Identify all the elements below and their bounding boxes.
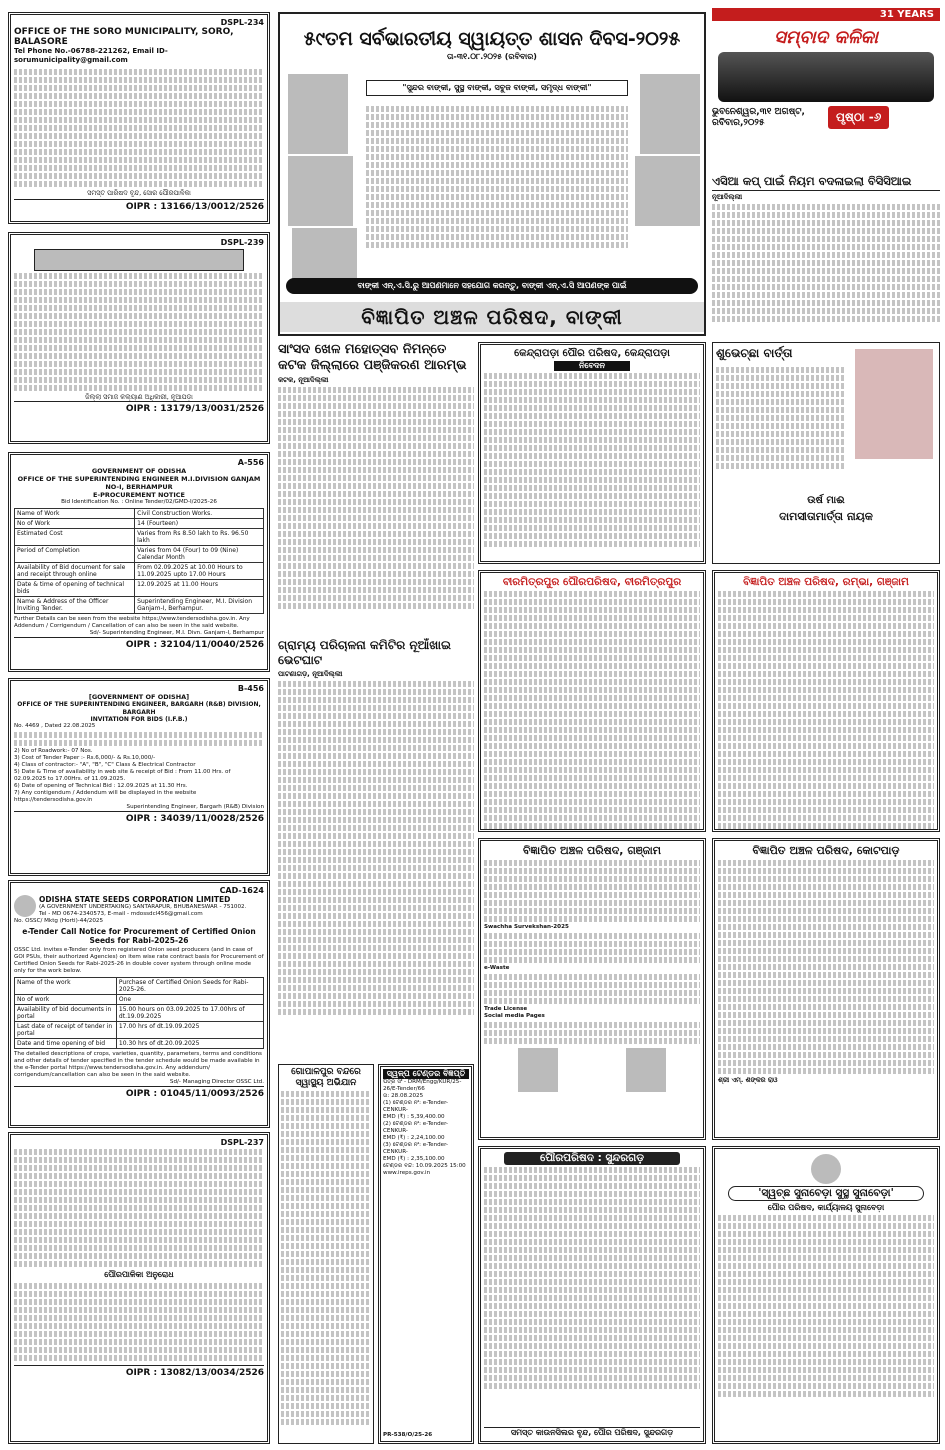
ad-tel: Tel - MD 0674-2340573, E-mail - mdossdcl456@gmail.com xyxy=(39,911,203,917)
masthead xyxy=(712,8,940,168)
ad-seal-header xyxy=(34,249,244,271)
ad-bargarh-rb-division xyxy=(8,678,270,876)
ad-sub: ପୌର ପରିଷଦ, କାର୍ଯ୍ୟାଳୟ ସୁନାବେଡ଼ା xyxy=(767,1203,885,1212)
news-headline: ସାଂସଦ ଖେଳ ମହୋତ୍ସବ ନିମନ୍ତେ କଟକ ଜିଲ୍ଲାରେ ପଞ୍ଜିକରଣ ଆରମ୍ଭ xyxy=(278,342,467,373)
table-value: 15.00 hours on 03.09.2025 to 17.00hrs of dt.19.09.2025 xyxy=(116,1005,263,1022)
ad-municipality-request xyxy=(8,1132,270,1444)
ad-sign: Sd/- Managing Director OSSC Ltd. xyxy=(169,1079,264,1085)
table-row xyxy=(15,563,264,580)
news-nuakhai-meet xyxy=(278,638,474,1058)
ad-title: ୫୯ତମ ସର୍ବଭାରତୀୟ ସ୍ୱାୟତ୍ତ ଶାସନ ଦିବସ-୨୦୨୫ xyxy=(303,28,681,50)
table-row xyxy=(15,509,264,519)
table-key: Name & Address of the Officer Inviting Tender. xyxy=(15,597,135,614)
photo-official-4 xyxy=(635,156,700,226)
ad-banner: ବାଙ୍କୀ ଏନ୍.ଏ.ସି.ରୁ ଆପଣମାନେ ସହଯୋଗ କରନ୍ତୁ, ବାଙ୍କୀ ଏନ୍.ଏ.ସି ଆପଣଙ୍କ ପାଇଁ xyxy=(286,278,698,294)
table-value: Superintending Engineer, M.I. Division Ganjam-I, Berhampur. xyxy=(135,597,264,614)
ad-sign: ସମସ୍ତ ପାରିଷଦ ବୃନ୍ଦ, ସୋର ପୌରପାଳିକା xyxy=(87,189,191,197)
tender-title: ସ୍ୱଳ୍ପ ଟେଣ୍ଡର ବିଜ୍ଞପ୍ତି xyxy=(383,1069,469,1079)
table-value: 14 (Fourteen) xyxy=(135,519,264,529)
news-headline: ଗ୍ରାମ୍ୟ ପରିଚାଳନା କମିଟିର ନୂଆଁଖାଇ ଭେଟଘାଟ xyxy=(278,638,451,667)
ad-banki-nac xyxy=(278,12,706,336)
ad-oipr: OIPR : 01045/11/0093/2526 xyxy=(14,1086,264,1099)
ad-items xyxy=(14,748,264,804)
ad-slogan: "ସୁନ୍ଦର ବାଙ୍କୀ, ସୁସ୍ଥ ବାଙ୍କୀ, ସବୁଜ ବାଙ୍କୀ, ସମୃଦ୍ଧ ବାଙ୍କୀ" xyxy=(402,83,592,92)
ad-tender-table xyxy=(14,977,264,1049)
years-strip: 31 YEARS xyxy=(712,8,940,21)
ad-title: କେନ୍ଦ୍ରାପଡ଼ା ପୌର ପରିଷଦ, କେନ୍ଦ୍ରାପଡ଼ା xyxy=(514,348,670,359)
ad-invite: INVITATION FOR BIDS (I.F.B.) xyxy=(90,716,188,723)
ad-ganjam-nac xyxy=(478,838,706,1140)
ad-footer: ବିଜ୍ଞାପିତ ଅଞ୍ଚଳ ପରିଷଦ, ବାଙ୍କୀ xyxy=(280,302,704,332)
ad-oipr: OIPR : 34039/11/0028/2526 xyxy=(14,811,264,824)
tender-code: PR-538/O/25-26 xyxy=(383,1432,433,1438)
ad-oipr: OIPR : 13166/13/0012/2526 xyxy=(14,199,264,212)
ad-title: ବିଜ୍ଞାପିତ ଅଞ୍ଚଳ ପରିଷଦ, ଗଞ୍ଜାମ xyxy=(523,844,661,857)
table-row xyxy=(15,995,264,1005)
table-value: 12.09.2025 at 11.00 Hours xyxy=(135,580,264,597)
ad-code: CAD-1624 xyxy=(219,886,264,895)
news-dateline: ପାଟଣାଗଡ଼, ନୂଆଦିଲ୍ଲୀ xyxy=(278,670,343,678)
list-item: ପତ୍ର ସଂ - DRM/Engg/KUR/25-26/E-Tender/66 xyxy=(383,1079,462,1092)
ad-title: e-Tender Call Notice for Procurement of Certified Onion Seeds for Rabi-2025-26 xyxy=(22,927,256,945)
list-item: 3) Cost of Tender Paper :- Rs.6,000/- & Rs.10,000/- xyxy=(14,755,156,761)
table-key: Name of Work xyxy=(15,509,135,519)
ad-nuapada-social-welfare xyxy=(8,232,270,444)
table-value: Varies from Rs 8.50 lakh to Rs. 96.50 lakh xyxy=(135,529,264,546)
ad-org: ODISHA STATE SEEDS CORPORATION LIMITED xyxy=(39,895,231,904)
table-row xyxy=(15,546,264,563)
list-item: 2) No of Roadwork:- 07 Nos. xyxy=(14,748,93,754)
table-row xyxy=(15,978,264,995)
ad-oipr: OIPR : 13179/13/0031/2526 xyxy=(14,401,264,414)
ad-oipr: OIPR : 32104/11/0040/2526 xyxy=(14,637,264,650)
ad-sign: ଶ୍ରୀ ଏମ୍. ଶଙ୍କର ରାଓ xyxy=(718,1076,778,1084)
tender-lines xyxy=(383,1079,469,1177)
ad-bid-id: Bid Identification No. : Online Tender/02/GMD-I/2025-26 xyxy=(61,499,217,505)
ad-soro-municipality xyxy=(8,12,270,224)
news-dateline: ନୂଆଦିଲ୍ଲୀ xyxy=(712,193,743,201)
ad-gov: [GOVERNMENT OF ODISHA] xyxy=(88,693,190,701)
ad-title: ପୌରପରିଷଦ : ସୁନ୍ଦରଗଡ଼ xyxy=(504,1152,680,1165)
table-value: 17.00 hrs of dt.19.09.2025 xyxy=(116,1022,263,1039)
ad-ref: No. OSSC/ Mktg (Horti)-44/2025 xyxy=(14,918,104,924)
photo-councillor xyxy=(855,349,933,459)
ad-sub: (A GOVERNMENT UNDERTAKING) SANTARAPUR, BHUBANESWAR - 751002. xyxy=(39,904,247,910)
table-row xyxy=(15,519,264,529)
ossc-logo-icon xyxy=(14,895,36,917)
list-item: (2) ଟେଣ୍ଡର ନଂ: e-Tender-CENKUR- xyxy=(383,1121,449,1134)
ad-sunabeda-municipal xyxy=(712,1146,940,1444)
table-row xyxy=(15,1022,264,1039)
list-item: 6) Date of opening of Technical Bid : 12.09.2025 at 11.30 Hrs. xyxy=(14,783,188,789)
photo-officer xyxy=(518,1048,558,1092)
table-key: Date & time of opening of technical bids xyxy=(15,580,135,597)
page-number: ପୃଷ୍ଠା -୬ xyxy=(828,106,889,129)
ad-kendrapara-municipal xyxy=(478,342,706,564)
photo-official-3 xyxy=(288,156,353,226)
table-key: No of work xyxy=(15,995,117,1005)
list-item: 7) Any contigendum / Addendum will be displayed in the website https://tendersodisha.gov.in xyxy=(14,790,197,803)
table-key: Availability of Bid document for sale and receipt through online xyxy=(15,563,135,580)
ad-office: OFFICE OF THE SUPERINTENDING ENGINEER M.I.DIVISION GANJAM NO-I, BERHAMPUR xyxy=(17,475,261,491)
table-key: Name of the work xyxy=(15,978,117,995)
ad-heading: ପୌରପାଳିକା ଅନୁରୋଧ xyxy=(104,1270,174,1279)
photo-chairperson xyxy=(626,1048,666,1092)
table-row xyxy=(15,580,264,597)
ad-greeting xyxy=(712,342,940,564)
table-value: Civil Construction Works. xyxy=(135,509,264,519)
table-value: Varies from 04 (Four) to 09 (Nine) Calendar Month xyxy=(135,546,264,563)
ad-footer: ସମସ୍ତ କାଉନସିଲର ବୃନ୍ଦ, ପୌର ପରିଷଦ, ସୁନ୍ଦରଗଡ଼ xyxy=(484,1427,700,1438)
list-item: 4) Class of contractor:- "A", "B", "C" Class & Electrical Contractor xyxy=(14,762,196,768)
ad-railway-tender xyxy=(378,1064,474,1444)
ad-footer: Further Details can be seen from the website https://www.tendersodisha.gov.in. Any Addendum / Corrigendum / Cancellation of can also be seen in the said website. xyxy=(14,616,250,629)
table-key: Date and time opening of bid xyxy=(15,1039,117,1049)
table-key: Last date of receipt of tender in portal xyxy=(15,1022,117,1039)
ad-code: DSPL-234 xyxy=(220,18,264,27)
ad-code: DSPL-237 xyxy=(220,1138,264,1147)
ad-contact: Tel Phone No.-06788-221262, Email ID-sorumunicipality@gmail.com xyxy=(14,47,168,64)
ad-sundargarh-municipal xyxy=(478,1146,706,1444)
ad-code: DSPL-239 xyxy=(220,238,264,247)
ad-role: ଉର୍ଷ ମାଈ xyxy=(807,495,845,506)
ad-en-2: e-Waste xyxy=(484,965,510,971)
table-value: One xyxy=(116,995,263,1005)
ad-name: ଦାମସୀତାମାର୍ତ୍ତା ନାୟକ xyxy=(779,510,873,523)
ad-sign: ଜିଲ୍ଲା ସମାଜ କଲ୍ୟାଣ ଅଧିକାରୀ, ନୂଆପଡ଼ା xyxy=(85,393,193,401)
brand-logo: ସମ୍ବାଦ କଳିକା xyxy=(774,27,878,48)
photo-official-1 xyxy=(288,74,348,154)
ad-title: ବୀରମିତ୍ରପୁର ପୌରପରିଷଦ, ବୀରମିତ୍ରପୁର xyxy=(484,576,700,589)
ad-sign: Superintending Engineer, Bargarh (R&B) Division xyxy=(126,804,264,810)
news-dateline: କଟକ, ନୂଆଦିଲ୍ଲୀ xyxy=(278,376,329,384)
news-headline: ଏସିଆ କପ୍ ପାଇଁ ନିୟମ ବଦଳାଇଲା ବିସିସିଆଇ xyxy=(712,174,940,191)
ad-odisha-state-seeds xyxy=(8,880,270,1128)
list-item: EMD (₹) : 2,35,100.00 xyxy=(383,1156,445,1162)
ad-en-3: Trade License xyxy=(484,1006,528,1012)
ad-mi-division-ganjam xyxy=(8,452,270,672)
news-cuttack-sansad-khel xyxy=(278,342,474,632)
ad-gov: GOVERNMENT OF ODISHA xyxy=(91,467,187,475)
list-item: www.ireps.gov.in xyxy=(383,1170,431,1176)
ad-no: No. 4469 , Dated 22.08.2025 xyxy=(14,723,96,729)
ad-code: A-556 xyxy=(237,458,264,467)
ad-kotpad-nac xyxy=(712,838,940,1140)
list-item: (1) ଟେଣ୍ଡର ନଂ: e-Tender-CENKUR- xyxy=(383,1100,449,1113)
ad-title: ଶୁଭେଚ୍ଛା ବାର୍ତ୍ତା xyxy=(716,346,793,360)
table-row xyxy=(15,597,264,614)
table-row xyxy=(15,1039,264,1049)
ad-en-1: Swachha Survekshan-2025 xyxy=(484,924,569,930)
news-gopalpur xyxy=(278,1064,374,1444)
ad-org: OFFICE OF THE SORO MUNICIPALITY, SORO, BALASORE xyxy=(14,27,234,47)
list-item: ତା: 28.08.2025 xyxy=(383,1093,424,1099)
ad-footer: The detailed descriptions of crops, varieties, quantity, parameters, terms and conditions and other details of tender specified in the tender schedule would be made available in the e-Tender portal https://www.tendersodisha.gov.in. Any addendum/ corrigendum/cancellation can also be seen in the said website. xyxy=(14,1051,262,1078)
list-item: EMD (₹) : 2,24,100.00 xyxy=(383,1135,445,1141)
ad-notice: E-PROCUREMENT NOTICE xyxy=(93,491,185,499)
table-value: From 02.09.2025 at 10.00 Hours to 11.09.2025 upto 17.00 Hours xyxy=(135,563,264,580)
table-value: 10.30 hrs of dt.20.09.2025 xyxy=(116,1039,263,1049)
table-row xyxy=(15,529,264,546)
ad-rambha-nac xyxy=(712,570,940,832)
ad-birmitrapur xyxy=(478,570,706,832)
table-key: Period of Completion xyxy=(15,546,135,563)
ad-date: ତା-୩୧.୦୮.୨୦୨୫ (ରବିବାର) xyxy=(447,52,537,61)
ad-intro: OSSC Ltd. invites e-Tender only from registered Onion seed producers (and in case of GOI PSUs, their authorized Agencies) on item wise rate contract basis for Procurement of Certified Onion Seeds for Rabi-2025-26 in double cover system through online mode only for the work below. xyxy=(14,947,264,974)
photo-official-2 xyxy=(640,74,700,154)
list-item: ଟେଣ୍ଡର ବନ୍ଦ: 10.09.2025 15:00 xyxy=(383,1163,466,1169)
table-key: Availability of bid documents in portal xyxy=(15,1005,117,1022)
list-item: (3) ଟେଣ୍ଡର ନଂ: e-Tender-CENKUR- xyxy=(383,1142,449,1155)
issue-date: ଭୁବନେଶ୍ୱର,୩୧ ଅଗଷ୍ଟ, ରବିବାର,୨୦୨୫ xyxy=(712,106,805,128)
table-key: No of Work xyxy=(15,519,135,529)
news-bcci-asia-cup xyxy=(712,174,940,334)
list-item: EMD (₹) : 5,39,400.00 xyxy=(383,1114,445,1120)
ad-oipr: OIPR : 13082/13/0034/2526 xyxy=(14,1365,264,1378)
ad-title: ବିଜ୍ଞାପିତ ଅଞ୍ଚଳ ପରିଷଦ, ରମ୍ଭା, ଗଞ୍ଜାମ xyxy=(718,576,934,589)
table-row xyxy=(15,1005,264,1022)
ad-title: 'ସ୍ୱଚ୍ଛ ସୁନାବେଡ଼ା ସୁସ୍ଥ ସୁନାବେଡ଼ା' xyxy=(728,1186,924,1201)
municipal-emblem-icon xyxy=(811,1154,841,1184)
ad-office: OFFICE OF THE SUPERINTENDING ENGINEER, BARGARH (R&B) DIVISION, BARGARH xyxy=(17,701,261,716)
ad-code: B-456 xyxy=(237,684,264,693)
ad-en-4: Social media Pages xyxy=(484,1013,545,1019)
table-value: Purchase of Certified Onion Seeds for Rabi-2025-26. xyxy=(116,978,263,995)
ad-tender-table xyxy=(14,508,264,614)
news-headline: ଗୋପାଳପୁର ବନ୍ଦରେ ସ୍ୱାସ୍ଥ୍ୟ ଅଭିଯାନ xyxy=(291,1067,361,1088)
ad-sign: Sd/- Superintending Engineer, M.I. Divn. Ganjam-I, Berhampur xyxy=(89,630,264,636)
ad-title: ବିଜ୍ଞାପିତ ଅଞ୍ଚଳ ପରିଷଦ, କୋଟପାଡ଼ xyxy=(752,844,900,857)
masthead-graphic xyxy=(718,52,934,102)
ad-sub: ନିବେଦନ xyxy=(554,361,630,371)
list-item: 5) Date & Time of availability in web site & receipt of Bid : From 11.00 Hrs. of 02.09.2025 to 17.00Hrs. of 11.09.2025. xyxy=(14,769,231,782)
table-key: Estimated Cost xyxy=(15,529,135,546)
